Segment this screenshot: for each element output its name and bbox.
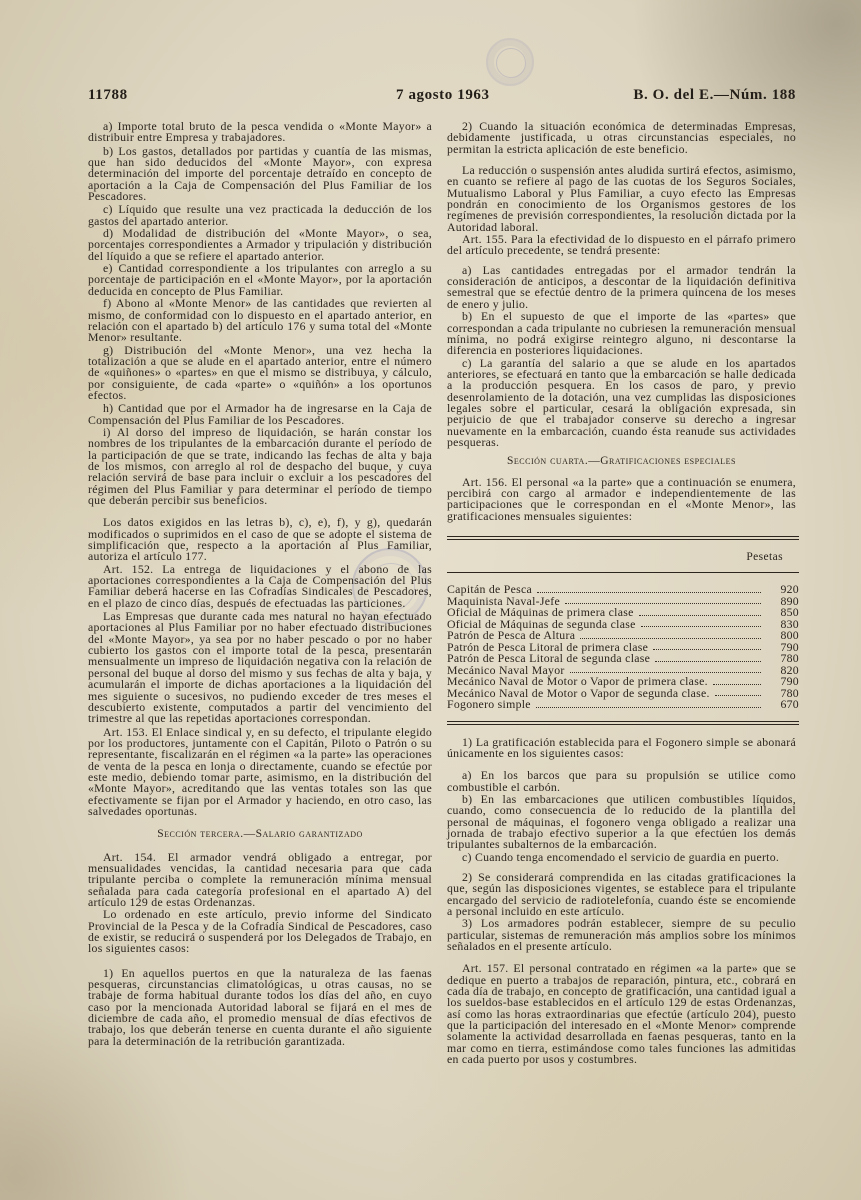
table-row <box>447 699 799 711</box>
category-label: Fogonero simple <box>447 697 531 711</box>
amount-value: 920 <box>780 582 799 596</box>
gratifications-table <box>447 536 799 725</box>
article-153-paragraph: Art. 153. El Enlace sindical y, en su defecto, el tripulante elegido por los productores, juntamente con el Capitán, Piloto o Patrón o su representante, fiscalizarán en el régimen «a la parte» las operaciones de venta de la pesca en lonja o directamente, cuando se efectúe por este medio, debiendo tomar parte, asimismo, en la distribución del «Monte Mayor», acreditando que las ventas totales son las que efectivamente se fijan por el Armador y haciendo, en otro caso, las salvedades oportunas. <box>88 724 432 818</box>
category-label: Maquinista Naval-Jefe <box>447 593 560 608</box>
amount-value: 850 <box>780 605 799 619</box>
issue-date: 7 agosto 1963 <box>396 87 490 103</box>
table-body <box>447 584 799 711</box>
gazette-issue: B. O. del E.—Núm. 188 <box>633 87 796 103</box>
article-156-note-3: 3) Los armadores podrán establecer, siempre de su peculio particular, sistemas de remuneración más amplios sobre los mínimos señalados en el presente artículo. <box>447 916 796 953</box>
article-154-case-1: 1) En aquellos puertos en que la naturaleza de las faenas pesqueras, circunstancias climatológicas, u otras causas, no se trabaje de forma habitual durante todos los días del año, en cuyo caso por la mencionada Autoridad laboral se fijará en el mes de diciembre de cada año, el promedio mensual de días efectivos de trabajo, los que deberán tenerse en cuenta durante el año siguiente para la determinación de la retribución garantizada. <box>88 965 432 1048</box>
article-156-note-1-item-b: b) En las embarcaciones que utilicen combustibles líquidos, cuando, como consecuencia de lo reducido de la plantilla del personal de máquinas, el fogonero venga obligado a realizar una jornada de trabajo efectivo superior a la que efectúen los demás tripulantes subalternos de la embarcación. <box>447 791 796 852</box>
amount-value: 670 <box>780 697 799 711</box>
article-152-companies-paragraph: Las Empresas que durante cada mes natural no hayan efectuado aportaciones al Plus Familiar por no haber efectuado distribuciones del «Monte Mayor», ya sea por no haber pescado o por no haber cubierto los gastos con el importe total de la pesca, presentarán mensualmente un impreso de liquidación negativa con la relación de personal del buque al dorso del mismo y sus fechas de alta y baja, y acumularán el importe de dichas aportaciones a la liquidación del mes siguiente o sucesivos, no pudiendo exceder de tres meses el descubierto existente, computados a partir del vencimiento del trimestre al que las repetidas aportaciones correspondan. <box>88 609 432 726</box>
amount-value: 790 <box>780 639 799 654</box>
list-item-b: b) Los gastos, detallados por partidas y cuantía de las mismas, que han sido deducidos del «Monte Mayor», con expresa determinación del importe del porcentaje detraído en concepto de aportación a la Caja de Compensación del Plus Familiar de los Pescadores. <box>88 143 432 204</box>
dot-leader <box>570 672 761 673</box>
dot-leader <box>639 615 761 616</box>
dot-leader <box>580 638 761 639</box>
article-157-paragraph: Art. 157. El personal contratado en régimen «a la parte» que se dedique en puerto a trabajos de reparación, pintura, etc., cobrará en cada día de trabajo, en concepto de gratificación, una cantidad igual a los sueldos-base establecidos en el artículo 129 de estas Ordenanzas, así como las horas extraordinarias que efectúe (artículo 204), puesto que la participación del interesado en el «Monte Menor» comprende solamente la actividad desarrollada en faenas pesqueras, tanto en la mar como en tierra, estimándose como tales funciones las admitidas en cada puerto por usos y costumbres. <box>447 961 796 1067</box>
dot-leader <box>655 661 761 662</box>
amount-value: 820 <box>780 662 799 677</box>
article-154-case-2: 2) Cuando la situación económica de determinadas Empresas, debidamente justificada, u otras circunstancias especiales, no permitan la estricta aplicación de este beneficio. <box>447 119 796 156</box>
dot-leader <box>537 592 761 593</box>
article-154-reduction-paragraph: Lo ordenado en este artículo, previo informe del Sindicato Provincial de la Pesca y de la Cofradía Sindical de Pescadores, caso de existir, se reducirá o suspenderá por los Delegados de Trabajo, en los siguientes casos: <box>88 907 432 956</box>
list-item-c: c) Líquido que resulte una vez practicada la deducción de los gastos del apartado anterior. <box>88 202 432 228</box>
dot-leader <box>565 603 761 604</box>
article-156-note-1-item-a: a) En los barcos que para su propulsión se utilice como combustible el carbón. <box>447 768 796 794</box>
amount-value: 800 <box>780 628 799 642</box>
category-label: Mecánico Naval Mayor <box>447 662 565 677</box>
amount-value: 780 <box>780 651 799 665</box>
category-label: Patrón de Pesca de Altura <box>447 628 576 642</box>
list-item-e: e) Cantidad correspondiente a los tripulantes con arreglo a su porcentaje de participación en el «Monte Mayor», por la aportación deducida en concepto de Plus Familiar. <box>88 261 432 298</box>
category-label: Oficial de Máquinas de segunda clase <box>447 616 636 631</box>
page-number: 11788 <box>88 87 128 103</box>
category-label: Capitán de Pesca <box>447 582 533 596</box>
column-header-pesetas: Pesetas <box>746 551 783 563</box>
amount-value: 790 <box>780 674 799 688</box>
article-156-note-1: 1) La gratificación establecida para el Fogonero simple se abonará únicamente en los siguientes casos: <box>447 734 796 760</box>
category-label: Mecánico Naval de Motor o Vapor de segunda clase. <box>447 685 710 700</box>
table-bottom-rule <box>447 721 799 725</box>
article-156-paragraph: Art. 156. El personal «a la parte» que a continuación se enumera, percibirá con cargo al armador e independientemente de las participaciones que le correspondan en el «Monte Menor», las gratificaciones mensuales siguientes: <box>447 474 796 523</box>
article-155-item-c: c) La garantía del salario a que se alude en los apartados anteriores, se efectuará en tanto que la embarcación se halle dedicada a la producción pesquera. En los casos de paro, y previo desenrolamiento de la dotación, una vez cumplidas las disposiciones legales sobre el particular, cesará la obligación expresada, sin perjuicio de que el trabajador conserve su derecho a ingresar nuevamente en la embarcación, cuando ésta reanude sus actividades pesqueras. <box>447 355 796 449</box>
list-item-g: g) Distribución del «Monte Menor», una vez hecha la totalización a que se alude en el apartado anterior, entre el número de «quiñones» o «partes» en que el mismo se distribuya, y cálculo, por consiguiente, de cada «parte» o «quiñón» a los oportunos efectos. <box>88 342 432 402</box>
suspension-effects-paragraph: La reducción o suspensión antes aludida surtirá efectos, asimismo, en cuanto se refiere al pago de las cuotas de los Seguros Sociales, Mutualismo Laboral y Plus Familiar, a cuyo efecto las Empresas pondrán en conocimiento de los Organismos gestores de los regímenes de previsión correspondientes, la resolución dictada por la Autoridad laboral. <box>447 163 796 234</box>
article-154-paragraph: Art. 154. El armador vendrá obligado a entregar, por mensualidades vencidas, la cantidad necesaria para que cada tripulante perciba o complete la remuneración mínima mensual señalada para cada categoría profesional en el apartado A) del artículo 129 de estas Ordenanzas. <box>88 849 432 909</box>
article-156-note-2: 2) Se considerará comprendida en las citadas gratificaciones la que, según las disposiciones vigentes, se establece para el tripulante encargado del servicio de radiotelefonía, cuando éste se encomiende a personal incluido en este artículo. <box>447 869 796 918</box>
library-stamp <box>486 38 534 86</box>
amount-value: 890 <box>780 593 799 608</box>
article-156-note-1-item-c: c) Cuando tenga encomendado el servicio de guardia en puerto. <box>462 849 780 864</box>
article-155-item-a: a) Las cantidades entregadas por el armador tendrán la consideración de anticipos, a descontar de la liquidación definitiva semestral que se efectúe dentro de la primera quincena de los meses de enero y julio. <box>447 262 796 311</box>
dot-leader <box>713 684 761 685</box>
list-item-h: h) Cantidad que por el Armador ha de ingresarse en la Caja de Compensación del Plus Familiar de los Pescadores. <box>88 401 432 427</box>
section-heading: Sección cuarta.—Gratificaciones especiales <box>507 455 736 468</box>
section-heading: Sección tercera.—Salario garantizado <box>157 828 363 841</box>
amount-value: 830 <box>780 616 799 631</box>
table-header <box>447 540 799 573</box>
article-152-paragraph: Art. 152. La entrega de liquidaciones y el abono de las aportaciones correspondientes a la Caja de Compensación del Plus Familiar deberá hacerse en las Cofradías Sindicales de Pescadores, en el plazo de cinco días, después de efectuadas las particiones. <box>88 561 432 610</box>
category-label: Patrón de Pesca Litoral de segunda clase <box>447 651 651 665</box>
list-item-i: i) Al dorso del impreso de liquidación, se harán constar los nombres de los tripulantes de la embarcación durante el período de la participación de que se trate, indicando las fechas de alta y baja de los mismos, con arreglo al rol de despacho del buque, y cuya relación servirá de base para incluir o excluir a los pescadores del régimen del Plus Familiar y para determinar el período de tiempo que deberán percibir sus beneficios. <box>88 424 432 507</box>
list-item-d: d) Modalidad de distribución del «Monte Mayor», o sea, porcentajes correspondientes a Armador y tripulación y distribución del líquido a que se refiere el apartado anterior. <box>88 226 432 263</box>
list-item-a: a) Importe total bruto de la pesca vendida o «Monte Mayor» a distribuir entre Empresa y trabajadores. <box>88 119 432 145</box>
category-label: Mecánico Naval de Motor o Vapor de primera clase. <box>447 674 708 688</box>
dot-leader <box>715 695 761 696</box>
left-column <box>88 121 432 1047</box>
list-item-f: f) Abono al «Monte Menor» de las cantidades que revierten al mismo, de conformidad con lo dispuesto en el apartado anterior, en relación con el apartado b) del artículo 176 y suma total del «Monte Menor» resultante. <box>88 296 432 345</box>
article-155-item-b: b) En el supuesto de que el importe de las «partes» que correspondan a cada tripulante no cubriesen la remuneración mensual mínima, no podrá exigirse reintegro alguno, ni descontarse la diferencia en posteriores liquidaciones. <box>447 309 796 358</box>
dot-leader <box>653 649 761 650</box>
simplification-note: Los datos exigidos en las letras b), c), e), f), y g), quedarán modificados o suprimidos en el caso de que se adopte el sistema de simplificación que, respecto a la aportación al Plus Familiar, autoriza el artículo 177. <box>88 515 432 564</box>
article-155-paragraph: Art. 155. Para la efectividad de lo dispuesto en el párrafo primero del artículo precedente, se tendrá presente: <box>447 232 796 258</box>
dot-leader <box>536 707 761 708</box>
amount-value: 780 <box>780 685 799 700</box>
category-label: Oficial de Máquinas de primera clase <box>447 605 634 619</box>
right-column <box>447 119 799 1067</box>
category-label: Patrón de Pesca Litoral de primera clase <box>447 639 649 654</box>
dot-leader <box>641 626 761 627</box>
